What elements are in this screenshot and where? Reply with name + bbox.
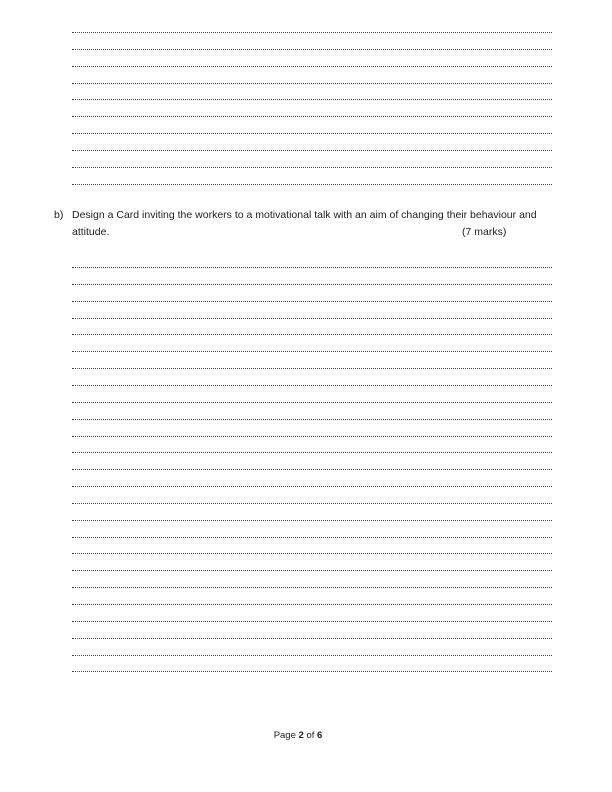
answer-line xyxy=(72,621,552,622)
answer-line xyxy=(72,318,552,319)
answer-line xyxy=(72,402,552,403)
footer-prefix: Page xyxy=(273,730,299,741)
answer-line xyxy=(72,351,552,352)
answer-line xyxy=(72,655,552,656)
current-page: 2 xyxy=(298,730,304,741)
answer-line xyxy=(72,469,552,470)
answer-line xyxy=(72,553,552,554)
answer-line xyxy=(72,334,552,335)
answer-line xyxy=(72,116,552,117)
answer-line xyxy=(72,604,552,605)
answer-line xyxy=(72,150,552,151)
answer-line xyxy=(72,452,552,453)
question-text-continued: attitude. xyxy=(72,226,110,238)
answer-line xyxy=(72,503,552,504)
answer-line xyxy=(72,83,552,84)
answer-line xyxy=(72,66,552,67)
question-text: Design a Card inviting the workers to a motivational talk with an aim of changing their behaviour and xyxy=(72,209,537,221)
total-pages: 6 xyxy=(317,730,323,741)
question-label: b) xyxy=(54,209,64,221)
answer-line xyxy=(72,167,552,168)
answer-line xyxy=(72,486,552,487)
answer-line xyxy=(72,671,552,672)
answer-line xyxy=(72,520,552,521)
answer-line xyxy=(72,570,552,571)
question-marks: (7 marks) xyxy=(462,226,507,238)
answer-line xyxy=(72,284,552,285)
footer-of: of xyxy=(303,730,318,741)
answer-line xyxy=(72,537,552,538)
answer-line xyxy=(72,385,552,386)
page-footer xyxy=(0,730,596,741)
answer-line xyxy=(72,368,552,369)
answer-line xyxy=(72,133,552,134)
answer-line xyxy=(72,638,552,639)
answer-line xyxy=(72,587,552,588)
answer-line xyxy=(72,49,552,50)
answer-line xyxy=(72,267,552,268)
answer-line xyxy=(72,184,552,185)
answer-line xyxy=(72,99,552,100)
answer-line xyxy=(72,32,552,33)
answer-line xyxy=(72,419,552,420)
answer-line xyxy=(72,301,552,302)
answer-line xyxy=(72,436,552,437)
